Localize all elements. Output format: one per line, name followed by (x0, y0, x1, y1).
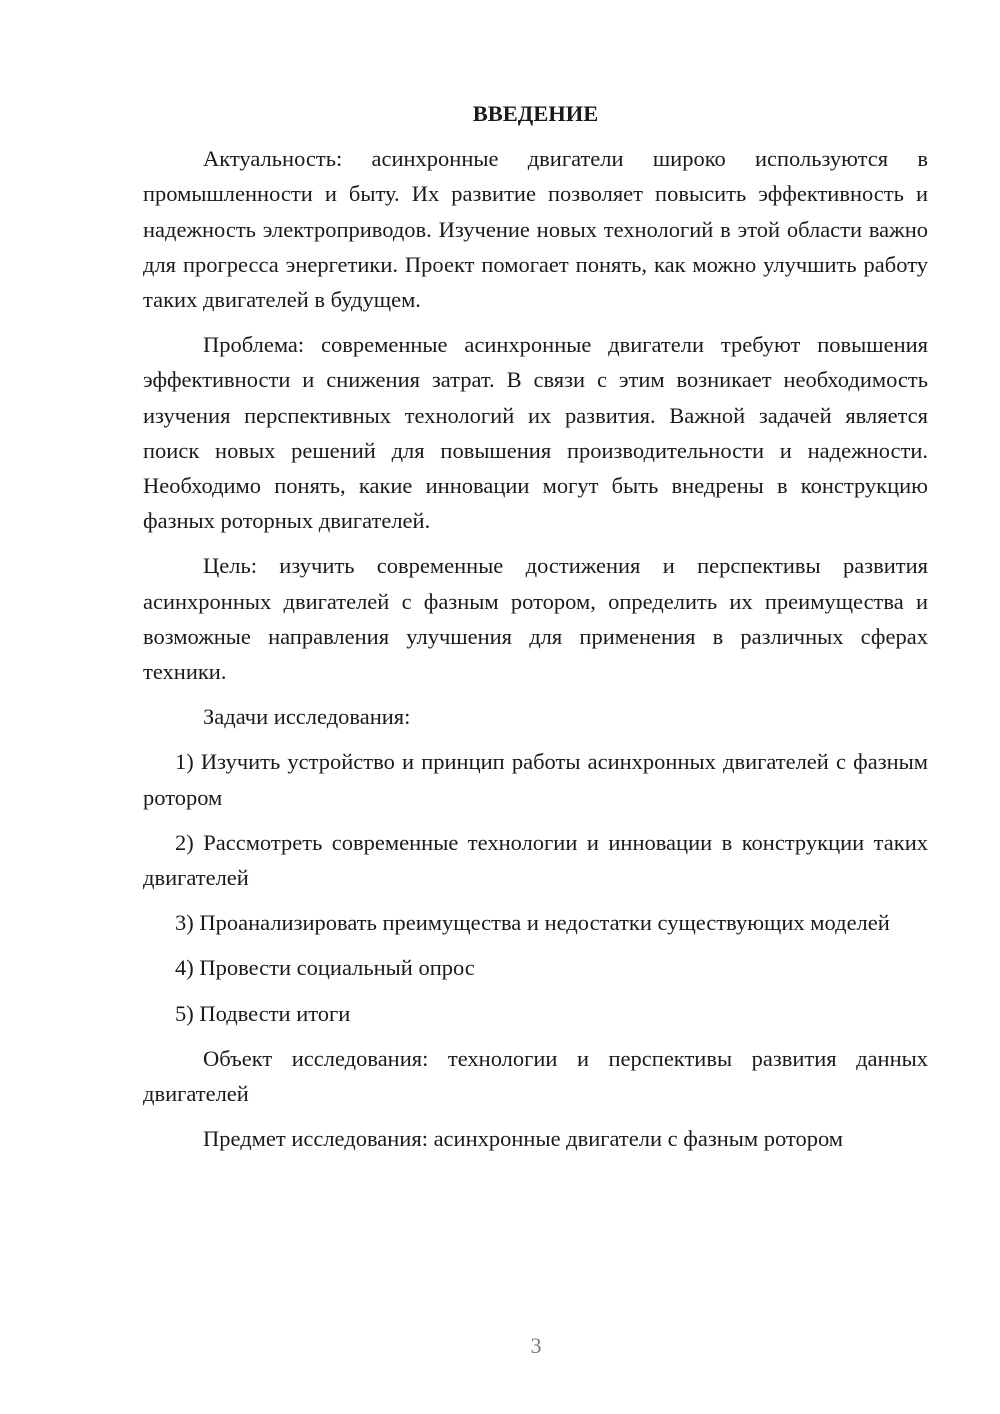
subject-paragraph: Предмет исследования: асинхронные двигатели с фазным ротором (203, 1126, 844, 1152)
page-number: 3 (530, 1333, 542, 1358)
problem-paragraph: Проблема: современные асинхронные двигатели требуют повышения эффективности и снижения затрат. В связи с этим возникает необходимость изучения перспективных технологий их развития. Важной задачей является поиск новых решений для повышения производительности и надежности. Необходимо понять, какие инновации могут быть внедрены в конструкцию фазных роторных двигателей. (143, 332, 928, 534)
tasks-heading: Задачи исследования: (203, 704, 411, 730)
page-title: ВВЕДЕНИЕ (472, 101, 599, 126)
goal-paragraph: Цель: изучить современные достижения и перспективы развития асинхронных двигателей с фазным ротором, определить их преимущества и возможные направления улучшения для применения в различных сферах техники. (143, 553, 928, 685)
document-body (143, 96, 928, 1166)
task-item: 3) Проанализировать преимущества и недостатки существующих моделей (175, 910, 890, 936)
task-item: 4) Провести социальный опрос (175, 955, 475, 981)
task-item: 1) Изучить устройство и принцип работы асинхронных двигателей с фазным ротором (143, 749, 928, 810)
task-item: 2) Рассмотреть современные технологии и инновации в конструкции таких двигателей (143, 829, 928, 891)
relevance-paragraph: Актуальность: асинхронные двигатели широко используются в промышленности и быту. Их развитие позволяет повысить эффективность и надежность электроприводов. Изучение новых технологий в этой области важно для прогресса энергетики. Проект помогает понять, как можно улучшить работу таких двигателей в будущем. (143, 146, 928, 313)
object-paragraph: Объект исследования: технологии и перспективы развития данных двигателей (143, 1045, 928, 1107)
task-item: 5) Подвести итоги (175, 1000, 351, 1026)
